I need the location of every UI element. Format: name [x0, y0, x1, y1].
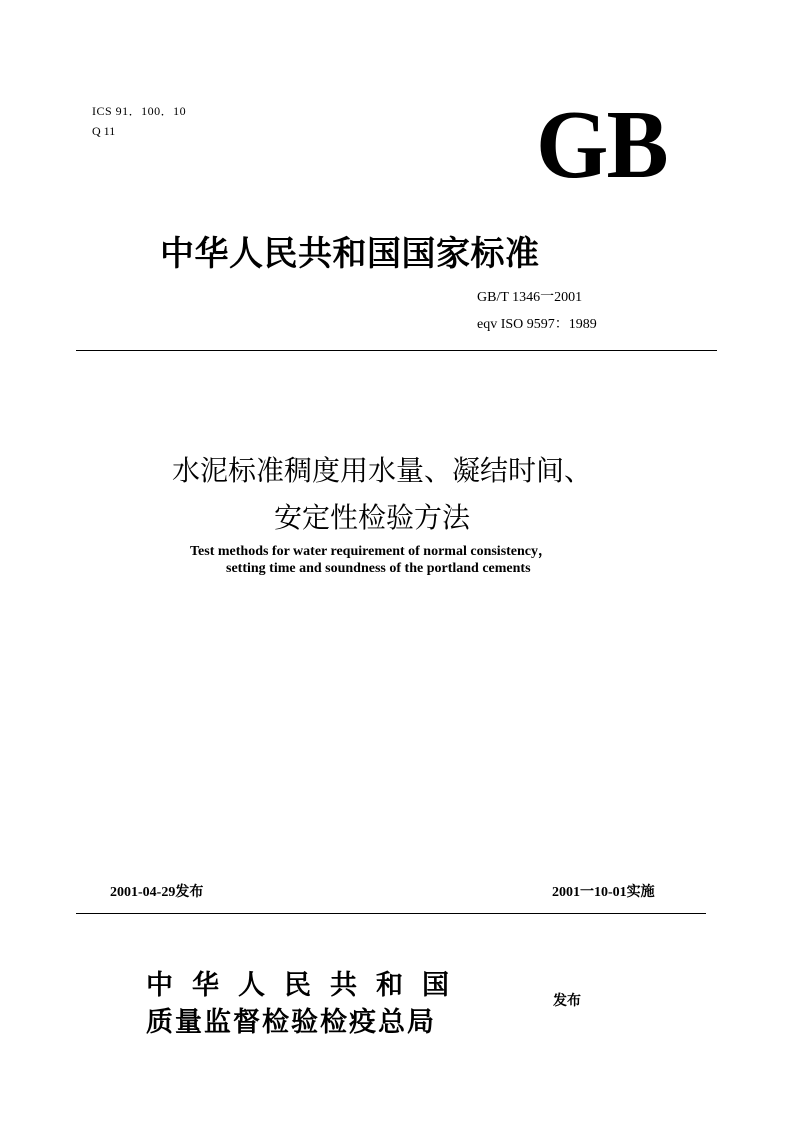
equivalent-standard: eqv ISO 9597：1989	[477, 317, 597, 332]
ics-code: ICS 91．100．10	[92, 104, 187, 118]
english-title-line-1: Test methods for water requirement of normal consistency，	[190, 544, 553, 559]
standard-type-title: 中华人民共和国国家标准	[160, 234, 540, 274]
english-title-line-2: setting time and soundness of the portland cements	[226, 561, 531, 576]
issuer-line-2: 质量监督检验检疫总局	[146, 1007, 436, 1038]
bottom-divider	[76, 913, 706, 914]
gb-logo: GB	[536, 91, 667, 199]
classification-code: Q 11	[92, 124, 116, 138]
chinese-title-line-1: 水泥标准稠度用水量、凝结时间、	[172, 454, 593, 487]
implementation-date: 2001一10-01实施	[552, 885, 655, 900]
standard-number: GB/T 1346一2001	[477, 290, 583, 305]
publish-label: 发布	[553, 993, 581, 1009]
issuer-line-1: 中华人民共和国	[146, 970, 468, 1001]
chinese-title-line-2: 安定性检验方法	[274, 501, 471, 534]
issue-date: 2001-04-29发布	[110, 885, 204, 900]
top-divider	[76, 350, 717, 351]
